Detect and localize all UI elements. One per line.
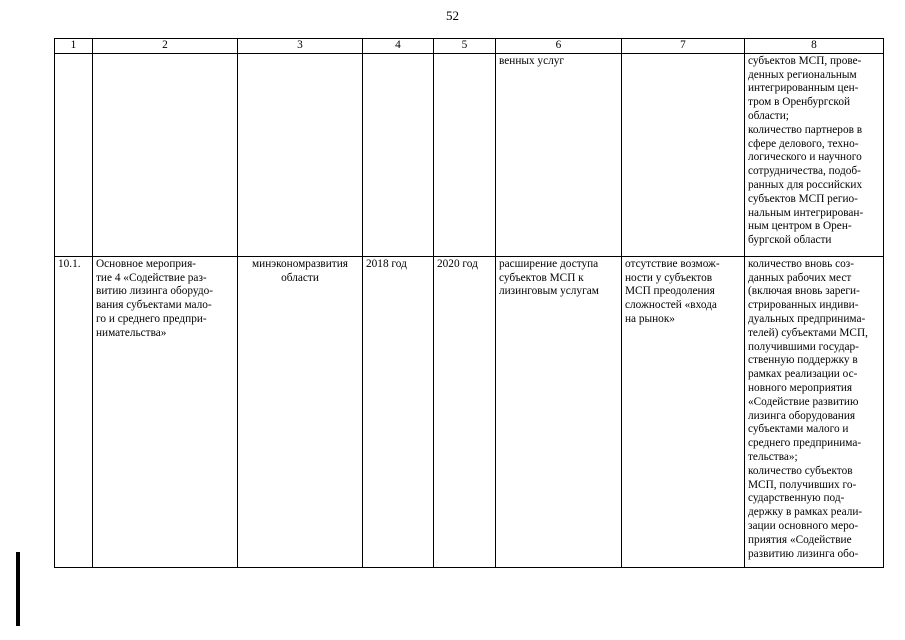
page-number: 52 xyxy=(446,8,459,23)
result-cell: расширение доступа субъектов МСП к лизинговым услугам xyxy=(496,256,622,567)
result-cell: венных услуг xyxy=(496,53,622,256)
header-cell: 6 xyxy=(496,39,622,54)
event-cell xyxy=(93,53,238,256)
header-cell: 8 xyxy=(745,39,884,54)
header-cell: 2 xyxy=(93,39,238,54)
end-cell: 2020 год xyxy=(434,256,496,567)
header-cell: 3 xyxy=(238,39,363,54)
table-header-row xyxy=(55,39,884,54)
table-row xyxy=(55,256,884,567)
row-number-cell: 10.1. xyxy=(55,256,93,567)
consequences-cell: отсутствие возмож- ности у субъектов МСП преодоления сложностей «входа на рынок» xyxy=(622,256,745,567)
header-cell: 1 xyxy=(55,39,93,54)
start-cell xyxy=(363,53,434,256)
end-cell xyxy=(434,53,496,256)
binding-edge-mark xyxy=(16,552,20,626)
table-row xyxy=(55,53,884,256)
header-cell: 7 xyxy=(622,39,745,54)
executor-cell xyxy=(238,53,363,256)
row-number-cell xyxy=(55,53,93,256)
start-cell: 2018 год xyxy=(363,256,434,567)
program-table xyxy=(54,38,884,568)
executor-cell: минэкономразвития области xyxy=(238,256,363,567)
indicators-cell: количество вновь соз- данных рабочих мест (включая вновь зареги- стрированных индиви- дуальных предпринима- телей) субъектами МСП, получившими государ- ственную поддержку в рамках реализации ос- новного мероприятия «Содействие развитию лизинга оборудования субъектами малого и среднего предпринима- тельства»; количество субъектов МСП, получивших го- сударственную под- держку в рамках реали- зации основного меро- приятия «Содействие развитию лизинга обо- xyxy=(745,256,884,567)
indicators-cell: субъектов МСП, прове- денных региональным интегрированным цен- тром в Оренбургской области; количество партнеров в сфере делового, техно- логического и научного сотрудничества, подоб- ранных для российских субъектов МСП регио- нальным интегрирован- ным центром в Орен- бургской области xyxy=(745,53,884,256)
header-cell: 4 xyxy=(363,39,434,54)
event-cell: Основное мероприя- тие 4 «Содействие раз- витию лизинга оборудо- вания субъектами мало- го и среднего предпри- нимательства» xyxy=(93,256,238,567)
header-cell: 5 xyxy=(434,39,496,54)
consequences-cell xyxy=(622,53,745,256)
